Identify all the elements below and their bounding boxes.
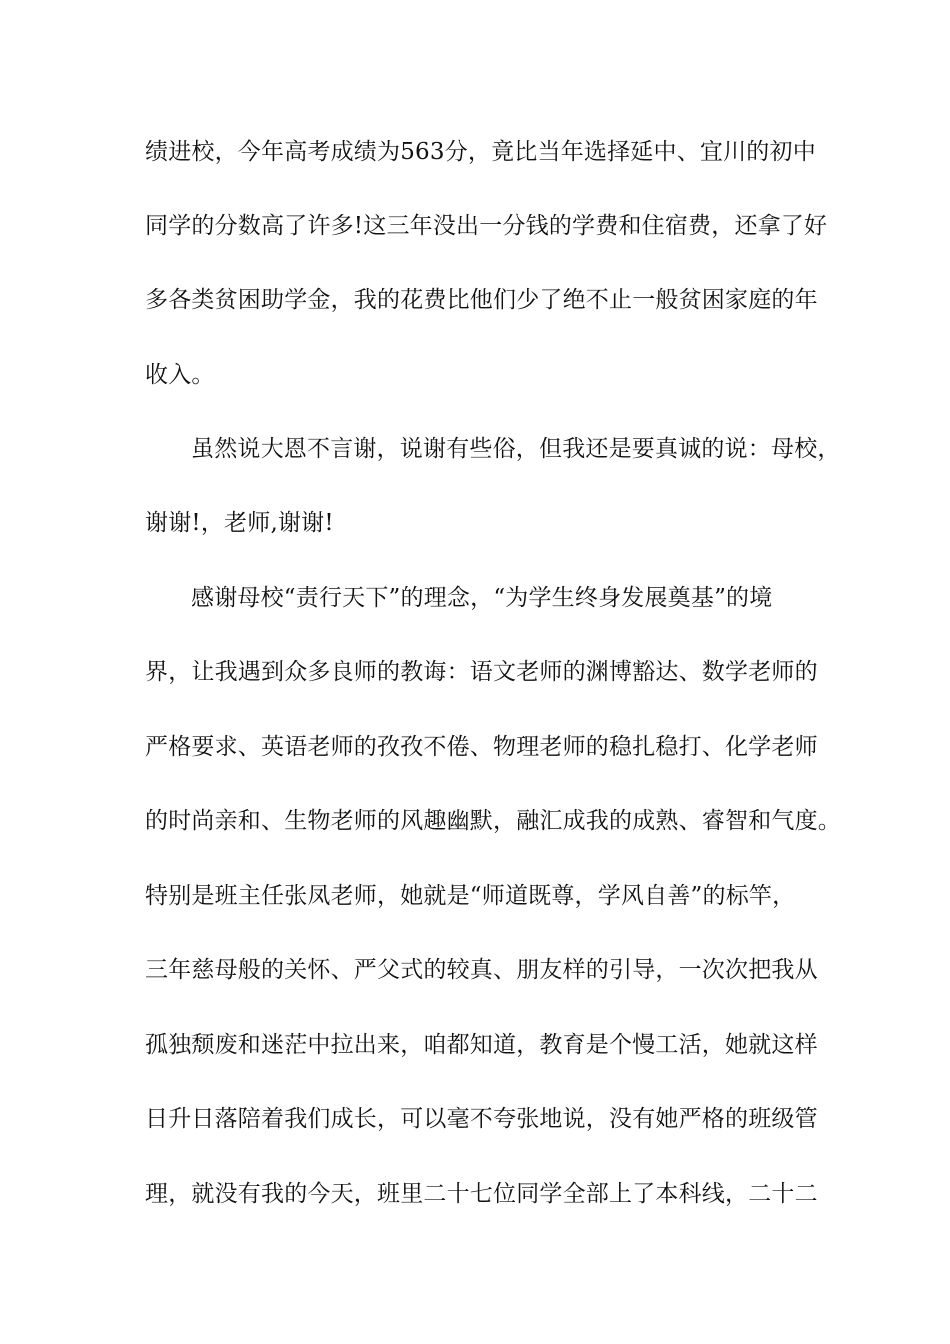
text-line: 严格要求、英语老师的孜孜不倦、物理老师的稳扎稳打、化学老师	[145, 734, 818, 760]
text-line: 三年慈母般的关怀、严父式的较真、朋友样的引导，一次次把我从	[145, 957, 818, 983]
paragraph-start-line: 虽然说大恩不言谢，说谢有些俗，但我还是要真诚的说：母校，	[191, 436, 841, 462]
text-line: 孤独颓废和迷茫中拉出来，咱都知道，教育是个慢工活，她就这样	[145, 1032, 818, 1058]
text-line: 的时尚亲和、生物老师的风趣幽默，融汇成我的成熟、睿智和气度。	[145, 808, 841, 834]
text-line: 谢谢!，老师,谢谢!	[145, 510, 334, 536]
text-line: 同学的分数高了许多!这三年没出一分钱的学费和住宿费，还拿了好	[145, 213, 828, 239]
paragraph-start-line: 感谢母校“责行天下”的理念，“为学生终身发展奠基”的境	[191, 585, 773, 611]
text-line: 绩进校，今年高考成绩为563分，竟比当年选择延中、宜川的初中	[145, 139, 816, 165]
text-line: 收入。	[145, 362, 215, 388]
text-line: 多各类贫困助学金，我的花费比他们少了绝不止一般贫困家庭的年	[145, 287, 818, 313]
text-line: 特别是班主任张凤老师，她就是“师道既尊，学风自善”的标竿，	[145, 883, 796, 909]
text-line: 日升日落陪着我们成长，可以毫不夸张地说，没有她严格的班级管	[145, 1106, 818, 1132]
text-line: 界，让我遇到众多良师的教诲：语文老师的渊博豁达、数学老师的	[145, 659, 818, 685]
text-line: 理，就没有我的今天，班里二十七位同学全部上了本科线，二十二	[145, 1181, 818, 1207]
